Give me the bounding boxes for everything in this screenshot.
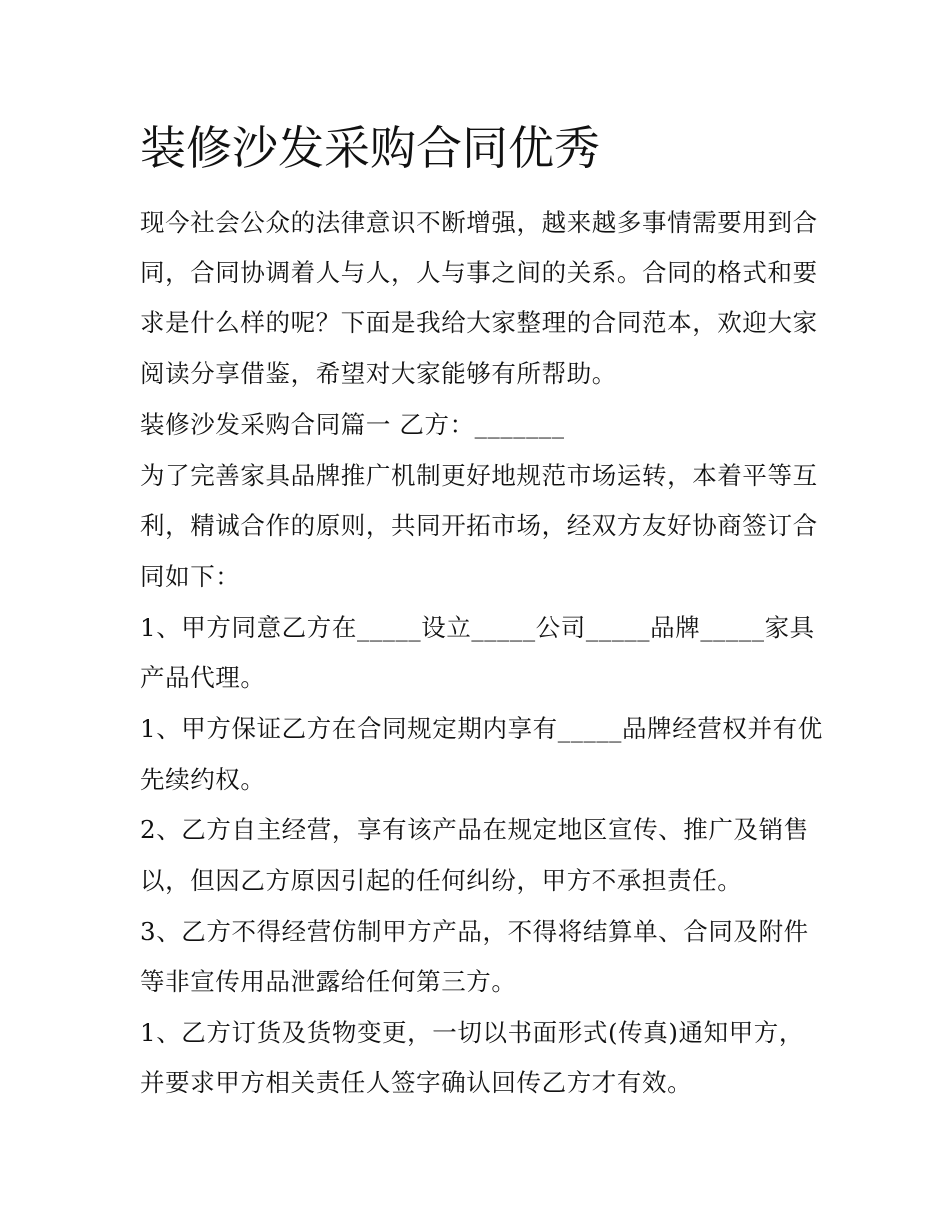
clause-line: 2、乙方自主经营，享有该产品在规定地区宣传、推广及销售 bbox=[140, 815, 809, 844]
clause-line: 产品代理。 bbox=[140, 663, 266, 692]
clause-line: 等非宣传用品泄露给任何第三方。 bbox=[140, 967, 517, 996]
clause-line: 以，但因乙方原因引起的任何纠纷，甲方不承担责任。 bbox=[140, 866, 743, 895]
clause-line: 并要求甲方相关责任人签字确认回传乙方才有效。 bbox=[140, 1068, 693, 1097]
paragraph-line: 为了完善家具品牌推广机制更好地规范市场运转，本着平等互 bbox=[140, 461, 818, 490]
clause-line: 先续约权。 bbox=[140, 765, 266, 794]
paragraph-line: 阅读分享借鉴，希望对大家能够有所帮助。 bbox=[140, 359, 617, 388]
paragraph-line: 同，合同协调着人与人，人与事之间的关系。合同的格式和要 bbox=[140, 258, 818, 287]
paragraph-line: 利，精诚合作的原则，共同开拓市场，经双方友好协商签订合 bbox=[140, 511, 818, 540]
document-title: 装修沙发采购合同优秀 bbox=[140, 121, 600, 175]
paragraph-line: 求是什么样的呢？下面是我给大家整理的合同范本，欢迎大家 bbox=[140, 308, 818, 337]
clause-line: 3、乙方不得经营仿制甲方产品，不得将结算单、合同及附件 bbox=[140, 917, 809, 946]
paragraph-line: 现今社会公众的法律意识不断增强，越来越多事情需要用到合 bbox=[140, 208, 818, 237]
clause-line: 1、甲方保证乙方在合同规定期内享有_____品牌经营权并有优 bbox=[140, 714, 823, 743]
clause-line: 1、甲方同意乙方在_____设立_____公司_____品牌_____家具 bbox=[140, 613, 815, 642]
section-heading-line: 装修沙发采购合同篇一 乙方：_______ bbox=[140, 410, 565, 439]
paragraph-line: 同如下： bbox=[140, 562, 241, 591]
clause-line: 1、乙方订货及货物变更，一切以书面形式(传真)通知甲方， bbox=[140, 1018, 805, 1047]
